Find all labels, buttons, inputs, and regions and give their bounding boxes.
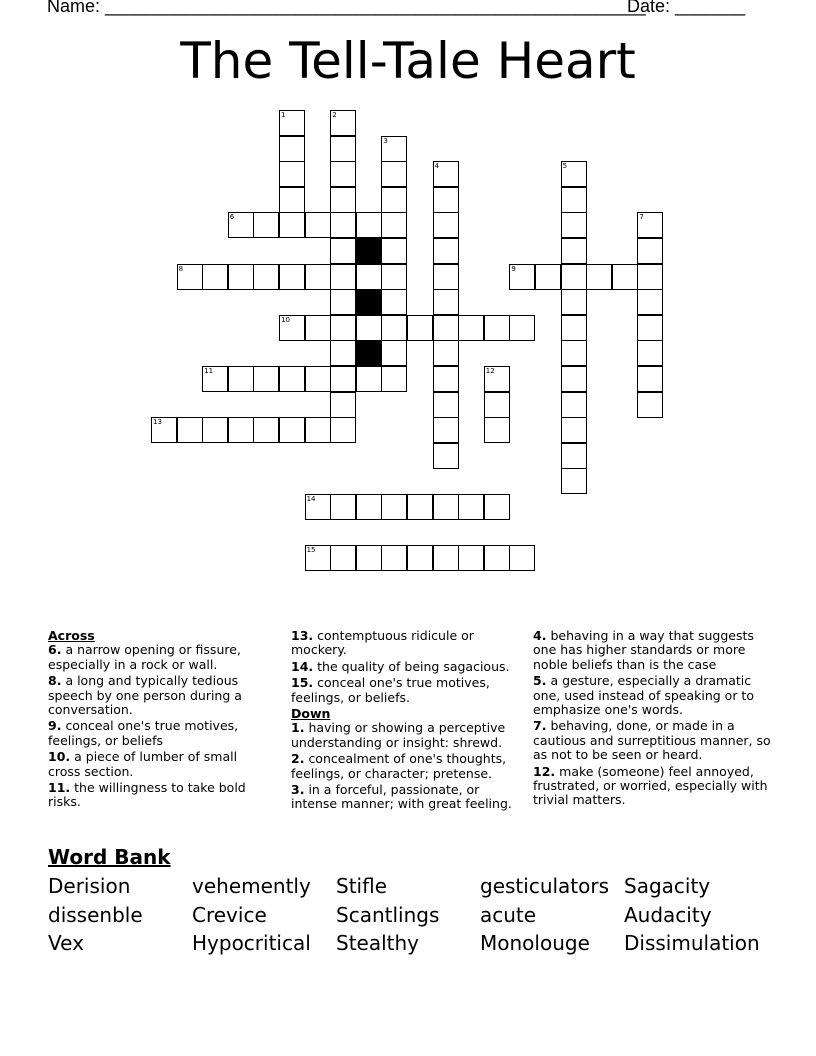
crossword-cell[interactable] [458, 315, 484, 341]
crossword-cell[interactable] [637, 340, 663, 366]
page-title: The Tell-Tale Heart [180, 32, 636, 90]
word-bank-word: gesticulators [480, 874, 610, 898]
crossword-cell[interactable] [330, 545, 356, 571]
crossword-cell[interactable] [381, 366, 407, 392]
crossword-cell[interactable] [381, 289, 407, 315]
crossword-cell[interactable] [637, 289, 663, 315]
crossword-cell[interactable] [561, 366, 587, 392]
crossword-cell[interactable] [637, 315, 663, 341]
word-bank-word: Audacity [624, 903, 712, 927]
crossword-cell[interactable] [228, 366, 254, 392]
crossword-cell[interactable] [484, 545, 510, 571]
word-bank-word: Stealthy [336, 931, 420, 955]
crossword-cell[interactable] [561, 187, 587, 213]
crossword-cell[interactable] [228, 417, 254, 443]
clues-column-2 [291, 629, 523, 814]
clues-column-3 [533, 629, 773, 810]
word-bank-word: Sagacity [624, 874, 711, 898]
crossword-cell[interactable] [253, 212, 279, 238]
crossword-cell[interactable] [637, 238, 663, 264]
word-bank-word: Monolouge [480, 931, 590, 955]
crossword-cell[interactable] [330, 417, 356, 443]
crossword-cell[interactable] [484, 366, 510, 392]
word-bank-word: Stifle [336, 874, 387, 898]
clue-number: 5 [562, 162, 568, 171]
word-bank-word: Derision [48, 874, 131, 898]
clue-number: 4 [434, 162, 440, 171]
crossword-cell[interactable] [561, 161, 587, 187]
down-clue: 5. a gesture, especially a dramatic one, used instead of speaking or to emphasize one's words. [533, 673, 754, 718]
crossword-cell[interactable] [177, 417, 203, 443]
crossword-cell[interactable] [612, 264, 638, 290]
crossword-cell[interactable] [458, 494, 484, 520]
clue-number: 3 [383, 136, 388, 145]
crossword-cell[interactable] [535, 264, 561, 290]
crossword-cell[interactable] [279, 264, 305, 290]
clue-number: 15 [306, 546, 316, 555]
crossword-cell[interactable] [305, 315, 331, 341]
crossword-cell[interactable] [305, 264, 331, 290]
crossword-cell[interactable] [228, 264, 254, 290]
crossword-cell[interactable] [381, 264, 407, 290]
crossword-cell[interactable] [330, 315, 356, 341]
crossword-cell[interactable] [433, 212, 459, 238]
crossword-cell[interactable] [381, 161, 407, 187]
crossword-cell[interactable] [561, 392, 587, 418]
crossword-cell[interactable] [330, 289, 356, 315]
crossword-cell[interactable] [433, 340, 459, 366]
crossword-cell[interactable] [305, 366, 331, 392]
crossword-cell[interactable] [433, 366, 459, 392]
crossword-cell[interactable] [381, 340, 407, 366]
clue-number: 13 [153, 418, 162, 427]
clue-number: 7 [639, 213, 644, 222]
across-clue: 6. a narrow opening or fissure, especially in a rock or wall. [48, 642, 241, 672]
clue-number: 11 [204, 367, 214, 375]
crossword-cell[interactable] [330, 110, 356, 136]
clue-number: 2 [332, 111, 337, 119]
crossword-cell[interactable] [279, 136, 305, 162]
crossword-cell[interactable] [484, 494, 510, 520]
crossword-cell[interactable] [330, 340, 356, 366]
crossword-cell[interactable] [561, 238, 587, 264]
crossword-cell[interactable] [279, 187, 305, 213]
crossword-cell[interactable] [561, 212, 587, 238]
crossword-cell[interactable] [381, 212, 407, 238]
crossword-cell[interactable] [381, 494, 407, 520]
crossword-cell[interactable] [484, 315, 510, 341]
crossword-cell[interactable] [561, 289, 587, 315]
name-field-label: Name: ______________________________________________________ [47, 0, 646, 16]
crossword-cell[interactable] [381, 315, 407, 341]
crossword-cell[interactable] [561, 468, 587, 494]
word-bank-title: Word Bank [48, 845, 171, 869]
crossword-cell[interactable] [433, 443, 459, 469]
crossword-cell[interactable] [433, 545, 459, 571]
crossword-cell[interactable] [202, 417, 228, 443]
across-clue: 8. a long and typically tedious speech by one person during a conversation. [48, 673, 242, 718]
crossword-black-cell [356, 340, 382, 366]
down-clue: 7. behaving, done, or made in a cautious and surreptitious manner, so as not to be seen or heard. [533, 718, 771, 763]
crossword-cell[interactable] [330, 212, 356, 238]
crossword-cell[interactable] [637, 264, 663, 290]
word-bank-word: acute [480, 903, 537, 927]
crossword-cell[interactable] [433, 289, 459, 315]
crossword-cell[interactable] [356, 366, 382, 392]
crossword-cell[interactable] [305, 494, 331, 520]
down-clue: 1. having or showing a perceptive understanding or insight: shrewd. [291, 720, 506, 750]
crossword-cell[interactable] [381, 545, 407, 571]
crossword-cell[interactable] [509, 545, 535, 571]
crossword-cell[interactable] [433, 264, 459, 290]
crossword-cell[interactable] [279, 417, 305, 443]
crossword-cell[interactable] [279, 110, 305, 136]
crossword-cell[interactable] [356, 494, 382, 520]
across-clue: 14. the quality of being sagacious. [291, 658, 510, 674]
crossword-cell[interactable] [356, 315, 382, 341]
crossword-cell[interactable] [330, 136, 356, 162]
date-field-label: Date: _______ [627, 0, 746, 16]
crossword-cell[interactable] [433, 494, 459, 520]
clue-number: 12 [485, 367, 495, 375]
crossword-cell[interactable] [202, 366, 228, 392]
down-clue: 12. make (someone) feel annoyed, frustrated, or worried, especially with trivial matters. [533, 763, 768, 808]
down-heading: Down [291, 706, 331, 722]
crossword-cell[interactable] [637, 366, 663, 392]
across-clue: 13. contemptuous ridicule or mockery. [291, 628, 474, 658]
crossword-cell[interactable] [407, 494, 433, 520]
crossword-cell[interactable] [330, 392, 356, 418]
crossword-black-cell [356, 238, 382, 264]
word-bank-word: Vex [48, 931, 84, 955]
crossword-cell[interactable] [253, 264, 279, 290]
crossword-cell[interactable] [561, 340, 587, 366]
across-clue: 15. conceal one's true motives, feelings, or beliefs. [291, 675, 490, 705]
crossword-cell[interactable] [433, 315, 459, 341]
across-clue: 9. conceal one's true motives, feelings, or beliefs [48, 718, 239, 748]
crossword-cell[interactable] [279, 315, 305, 341]
crossword-cell[interactable] [637, 392, 663, 418]
crossword-cell[interactable] [177, 264, 203, 290]
crossword-black-cell [356, 289, 382, 315]
clue-number: 10 [281, 315, 290, 324]
crossword-cell[interactable] [356, 545, 382, 571]
crossword-cell[interactable] [433, 417, 459, 443]
crossword-cell[interactable] [509, 264, 535, 290]
clue-number: 9 [511, 264, 516, 273]
crossword-cell[interactable] [433, 392, 459, 418]
crossword-cell[interactable] [279, 366, 305, 392]
crossword-cell[interactable] [407, 315, 433, 341]
clues-column-1 [48, 629, 273, 812]
crossword-cell[interactable] [330, 238, 356, 264]
down-clue: 4. behaving in a way that suggests one has higher standards or more noble beliefs than is the case [533, 628, 754, 672]
crossword-cell[interactable] [484, 417, 510, 443]
crossword-cell[interactable] [330, 161, 356, 187]
crossword-cell[interactable] [330, 366, 356, 392]
down-clue: 3. in a forceful, passionate, or intense manner; with great feeling. [291, 782, 512, 812]
crossword-cell[interactable] [228, 212, 254, 238]
crossword-cell[interactable] [202, 264, 228, 290]
crossword-cell[interactable] [561, 417, 587, 443]
crossword-cell[interactable] [561, 315, 587, 341]
crossword-cell[interactable] [637, 212, 663, 238]
across-heading: Across [48, 628, 95, 643]
crossword-cell[interactable] [433, 161, 459, 187]
crossword-cell[interactable] [381, 136, 407, 162]
crossword-cell[interactable] [561, 264, 587, 290]
word-bank-word: Dissimulation [624, 931, 760, 955]
clue-number: 1 [281, 111, 286, 119]
clue-number: 8 [178, 264, 184, 273]
crossword-cell[interactable] [586, 264, 612, 290]
crossword-cell[interactable] [381, 187, 407, 213]
word-bank-word: vehemently [192, 874, 311, 898]
crossword-cell[interactable] [458, 545, 484, 571]
crossword-cell[interactable] [330, 494, 356, 520]
across-clue: 10. a piece of lumber of small cross section. [48, 749, 238, 779]
crossword-cell[interactable] [433, 187, 459, 213]
crossword-cell[interactable] [407, 545, 433, 571]
crossword-cell[interactable] [279, 161, 305, 187]
crossword-cell[interactable] [305, 212, 331, 238]
word-bank-word: dissenble [48, 903, 143, 927]
crossword-cell[interactable] [330, 187, 356, 213]
crossword-cell[interactable] [433, 238, 459, 264]
crossword-cell[interactable] [356, 264, 382, 290]
crossword-cell[interactable] [305, 417, 331, 443]
word-bank-word: Hypocritical [192, 931, 311, 955]
crossword-cell[interactable] [253, 366, 279, 392]
across-clue: 11. the willingness to take bold risks. [48, 780, 246, 810]
crossword-cell[interactable] [279, 212, 305, 238]
crossword-cell[interactable] [561, 443, 587, 469]
crossword-cell[interactable] [381, 238, 407, 264]
crossword-cell[interactable] [509, 315, 535, 341]
down-clue: 2. concealment of one's thoughts, feelings, or character; pretense. [291, 751, 507, 781]
crossword-cell[interactable] [330, 264, 356, 290]
crossword-cell[interactable] [484, 392, 510, 418]
crossword-cell[interactable] [305, 545, 331, 571]
crossword-cell[interactable] [151, 417, 177, 443]
word-bank-word: Crevice [192, 903, 267, 927]
clue-number: 6 [229, 213, 235, 222]
crossword-cell[interactable] [356, 212, 382, 238]
clue-number: 14 [306, 495, 316, 503]
word-bank-word: Scantlings [336, 903, 440, 927]
crossword-cell[interactable] [253, 417, 279, 443]
